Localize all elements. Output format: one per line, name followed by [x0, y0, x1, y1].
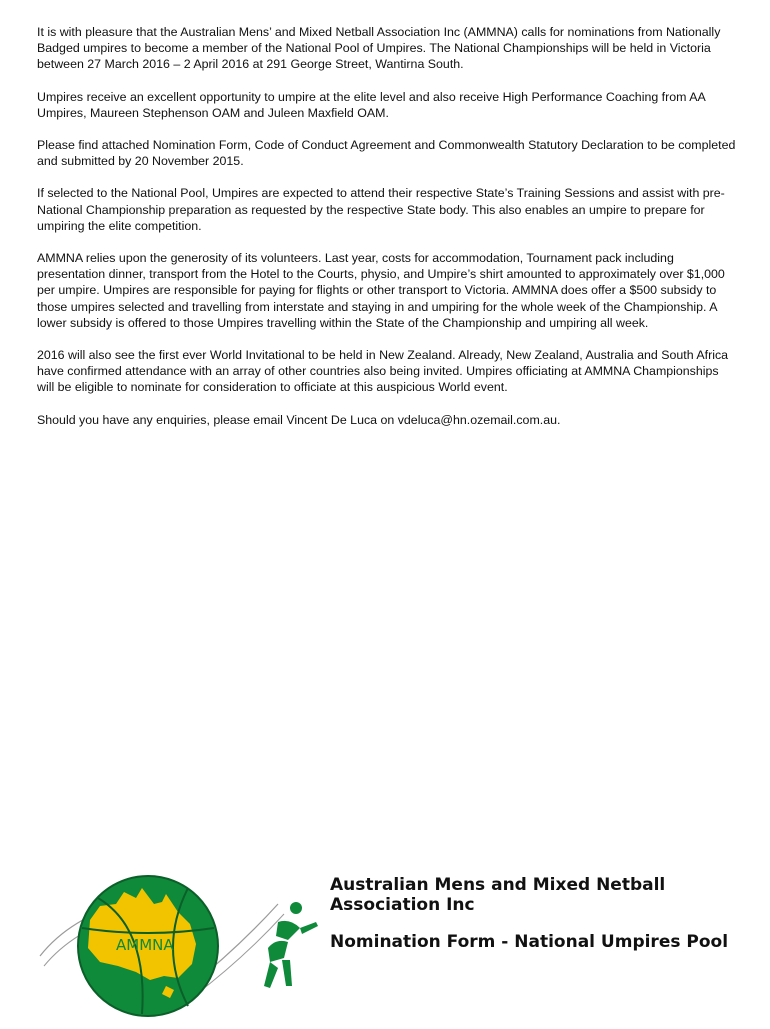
form-title: Nomination Form - National Umpires Pool	[330, 932, 729, 952]
paragraph-coaching: Umpires receive an excellent opportunity to umpire at the elite level and also receive High Performance Coaching from AA Umpires, Maureen Stephenson OAM and Juleen Maxfield OAM.	[37, 89, 706, 120]
ammna-logo	[38, 868, 328, 1024]
paragraph-selection: If selected to the National Pool, Umpires are expected to attend their respective State’s Training Sessions and assist with pre-National Championship preparation as requested by the respective State body. This also enables an umpire to prepare for umpiring the elite competition.	[37, 186, 725, 233]
form-heading	[330, 876, 760, 953]
paragraph-world-invitational: 2016 will also see the first ever World Invitational to be held in New Zealand. Already, New Zealand, Australia and South Africa have confirmed attendance with an array of other countries also being invited. Umpires officiating at AMMNA Championships will be eligible to nominate for consideration to officiate at this auspicious World event.	[37, 348, 729, 395]
paragraph-intro: It is with pleasure that the Australian Mens’ and Mixed Netball Association Inc (AMMNA) calls for nominations from Nationally Badged umpires to become a member of the National Pool of Umpires. The National Championships will be held in Victoria between 27 March 2016 – 2 April 2016 at 291 George Street, Wantirna South.	[37, 25, 721, 72]
logo-text: AMMNA	[116, 936, 174, 954]
netball-logo-graphic	[38, 868, 328, 1024]
paragraph-attachments: Please find attached Nomination Form, Code of Conduct Agreement and Commonwealth Statutory Declaration to be completed and submitted by 20 November 2015.	[37, 138, 736, 169]
paragraph-enquiries: Should you have any enquiries, please email Vincent De Luca on vdeluca@hn.ozemail.com.au.	[37, 412, 561, 427]
paragraph-costs: AMMNA relies upon the generosity of its volunteers. Last year, costs for accommodation, Tournament pack including presentation dinner, transport from the Hotel to the Courts, physio, and Umpire’s shirt amounted to approximately over $1,000 per umpire. Umpires are responsible for paying for flights or other transport to Victoria. AMMNA does offer a $500 subsidy to those umpires selected and travelling from interstate and staying in and umpiring for the whole week of the Championship. A lower subsidy is offered to those Umpires travelling within the State of the Championship and umpiring all week.	[37, 251, 725, 330]
letter-body	[37, 24, 737, 444]
organisation-name: Australian Mens and Mixed Netball Association Inc	[330, 875, 666, 915]
